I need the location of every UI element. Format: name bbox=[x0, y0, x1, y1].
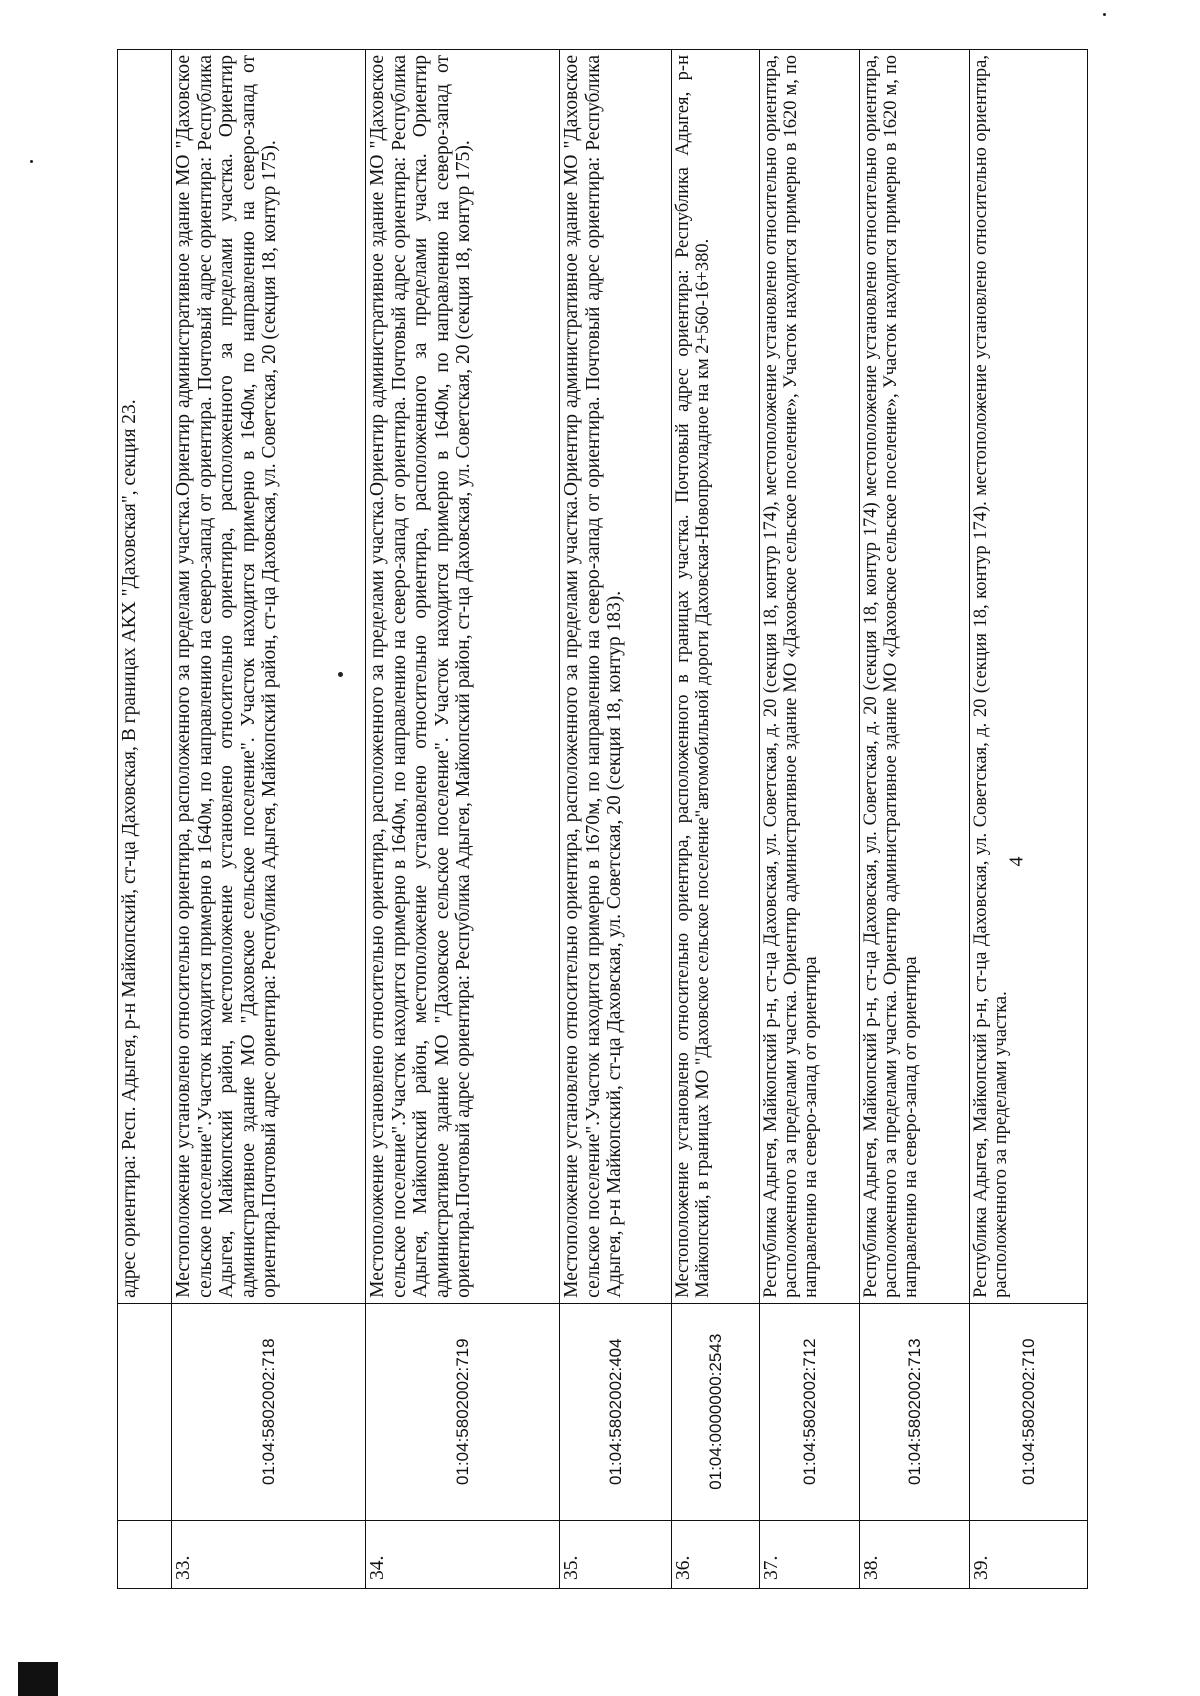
table-row bbox=[366, 50, 560, 1589]
row-number: 38. bbox=[860, 1520, 970, 1588]
cadastral-number: 01:04:0000000:2543 bbox=[672, 1303, 760, 1520]
table-row bbox=[672, 50, 760, 1589]
location-description: Местоположение установлено относительно ориентира, расположенного в границах участка. Почтовый адрес ориентира: Республика Адыгея, р-н Майкопский, в границах МО "Даховское сельское поселение"автомобильной дороги Даховская-Новопрохладное на км 2+560-16+380. bbox=[672, 50, 760, 1304]
cadastral-number: 01:04:5802002:713 bbox=[860, 1303, 970, 1520]
cadastral-number bbox=[118, 1303, 172, 1520]
location-description: Республика Адыгея, Майкопский р-н, ст-ца Даховская, ул. Советская, д. 20 (секция 18, контур 174) местоположение установлено относительно ориентира, расположенного за пределами участка. Ориентир административное здание МО «Даховское сельское поселение», Участок находится примерно в 1620 м, по направлению на северо-запад от ориентира bbox=[860, 50, 970, 1304]
location-description: адрес ориентира: Респ. Адыгея, р-н Майкопский, ст-ца Даховская, В границах АКХ "Даховская", секция 23. bbox=[118, 50, 172, 1304]
location-description: Республика Адыгея, Майкопский р-н, ст-ца Даховская, ул. Советская, д. 20 (секция 18, контур 174). местоположение установлено относительно ориентира, расположенного за пределами участка. bbox=[970, 50, 1088, 1304]
row-number: 36. bbox=[672, 1520, 760, 1588]
cadastral-number: 01:04:5802002:718 bbox=[172, 1303, 366, 1520]
cadastral-number: 01:04:5802002:404 bbox=[560, 1303, 672, 1520]
table-row bbox=[118, 50, 172, 1589]
location-description: Местоположение установлено относительно ориентира, расположенного за пределами участка.Ориентир административное здание МО "Даховское сельское поселение".Участок находится примерно в 1640м, по направлению на северо-запад от ориентира. Почтовый адрес ориентира: Республика Адыгея, Майкопский район, местоположение установлено относительно ориентира, расположенного за пределами участка. Ориентир административное здание МО "Даховское сельское поселение". Участок находится примерно в 1640м, по направлению на северо-запад от ориентира.Почтовый адрес ориентира: Республика Адыгея, Майкопский район, ст-ца Даховская, ул. Советская, 20 (секция 18, контур 175). bbox=[172, 50, 366, 1304]
row-number: 39. bbox=[970, 1520, 1088, 1588]
scan-speck bbox=[338, 672, 343, 677]
location-description: Местоположение установлено относительно ориентира, расположенного за пределами участка.Ориентир административное здание МО "Даховское сельское поселение".Участок находится примерно в 1640м, по направлению на северо-запад от ориентира. Почтовый адрес ориентира: Республика Адыгея, Майкопский район, местоположение установлено относительно ориентира, расположенного за пределами участка. Ориентир административное здание МО "Даховское сельское поселение". Участок находится примерно в 1640м, по направлению на северо-запад от ориентира.Почтовый адрес ориентира: Республика Адыгея, Майкопский район, ст-ца Даховская, ул. Советская, 20 (секция 18, контур 175). bbox=[366, 50, 560, 1304]
scan-speck bbox=[1103, 13, 1106, 16]
table-row bbox=[760, 50, 860, 1589]
scan-registration-mark bbox=[18, 1662, 58, 1696]
cadastral-number: 01:04:5802002:719 bbox=[366, 1303, 560, 1520]
table-row bbox=[970, 50, 1088, 1589]
scan-speck bbox=[30, 160, 33, 163]
row-number bbox=[118, 1520, 172, 1588]
table-row bbox=[172, 50, 366, 1589]
row-number: 33. bbox=[172, 1520, 366, 1588]
rotated-page bbox=[117, 49, 1092, 1589]
row-number: 37. bbox=[760, 1520, 860, 1588]
table-row bbox=[560, 50, 672, 1589]
location-description: Республика Адыгея, Майкопский р-н, ст-ца Даховская, ул. Советская, д. 20 (секция 18, контур 174), местоположение установлено относительно ориентира, расположенного за пределами участка. Ориентир административное здание МО «Даховское сельское поселение», Участок находится примерно в 1620 м, по направлению на северо-запад от ориентира bbox=[760, 50, 860, 1304]
page-number: 4 bbox=[1005, 856, 1028, 867]
cadastral-number: 01:04:5802002:712 bbox=[760, 1303, 860, 1520]
land-plots-table bbox=[117, 49, 1088, 1589]
row-number: 34. bbox=[366, 1520, 560, 1588]
row-number: 35. bbox=[560, 1520, 672, 1588]
table-row bbox=[860, 50, 970, 1589]
cadastral-number: 01:04:5802002:710 bbox=[970, 1303, 1088, 1520]
location-description: Местоположение установлено относительно ориентира, расположенного за пределами участка.Ориентир административное здание МО "Даховское сельское поселение".Участок находится примерно в 1670м, по направлению на северо-запад от ориентира. Почтовый адрес ориентира: Республика Адыгея, р-н Майкопский, ст-ца Даховская, ул. Советская, 20 (секция 18, контур 183). bbox=[560, 50, 672, 1304]
